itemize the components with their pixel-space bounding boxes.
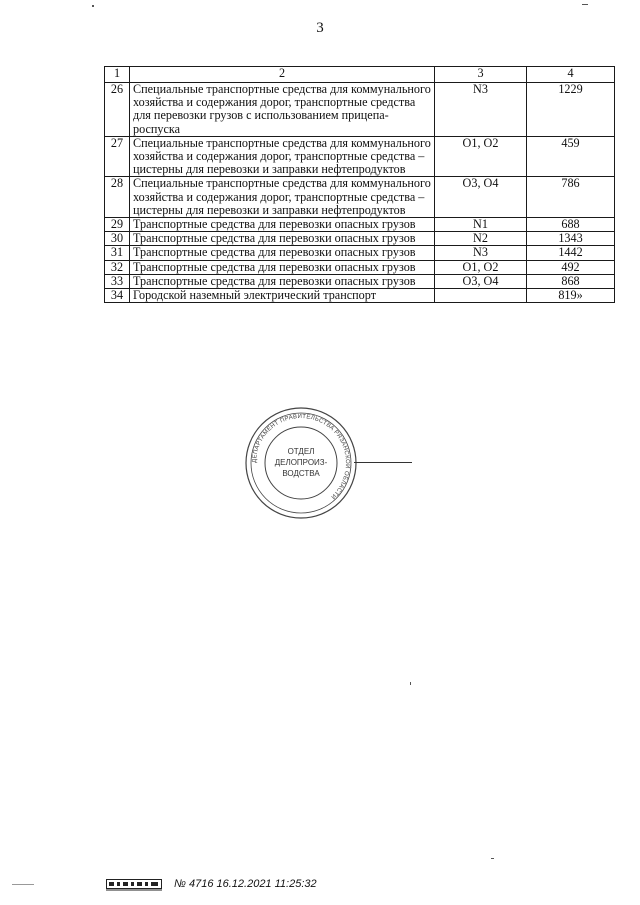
row-vehicle-type: Транспортные средства для перевозки опасных грузов bbox=[130, 260, 435, 274]
table-row bbox=[105, 289, 615, 303]
table-row bbox=[105, 218, 615, 232]
scan-speck bbox=[12, 884, 34, 885]
scan-speck bbox=[491, 858, 494, 859]
row-value: 459 bbox=[527, 136, 615, 177]
table-row bbox=[105, 274, 615, 288]
row-number: 30 bbox=[105, 232, 130, 246]
row-category: N1 bbox=[435, 218, 527, 232]
scan-speck bbox=[410, 682, 411, 685]
stamp-center-line-3: ВОДСТВА bbox=[282, 469, 320, 478]
row-number: 27 bbox=[105, 136, 130, 177]
table-header-row bbox=[105, 67, 615, 83]
row-category: N2 bbox=[435, 232, 527, 246]
row-value: 492 bbox=[527, 260, 615, 274]
table-row bbox=[105, 83, 615, 137]
registry-number-text: № 4716 16.12.2021 11:25:32 bbox=[174, 878, 317, 890]
row-number: 32 bbox=[105, 260, 130, 274]
row-number: 26 bbox=[105, 83, 130, 137]
row-vehicle-type: Транспортные средства для перевозки опасных грузов bbox=[130, 274, 435, 288]
department-stamp bbox=[244, 406, 358, 520]
row-vehicle-type: Специальные транспортные средства для коммунального хозяйства и содержания дорог, транспортные средства – цистерны для перевозки и заправки нефтепродуктов bbox=[130, 177, 435, 218]
registry-footer bbox=[106, 877, 317, 891]
table-row bbox=[105, 260, 615, 274]
row-vehicle-type: Специальные транспортные средства для коммунального хозяйства и содержания дорог, транспортные средства – цистерны для перевозки и заправки нефтепродуктов bbox=[130, 136, 435, 177]
table-row bbox=[105, 232, 615, 246]
table-row bbox=[105, 136, 615, 177]
header-col-1: 1 bbox=[105, 67, 130, 83]
row-vehicle-type: Специальные транспортные средства для коммунального хозяйства и содержания дорог, транспортные средства для перевозки грузов с использованием прицепа-роспуска bbox=[130, 83, 435, 137]
scan-speck bbox=[582, 4, 588, 5]
row-vehicle-type: Транспортные средства для перевозки опасных грузов bbox=[130, 246, 435, 260]
header-col-2: 2 bbox=[130, 67, 435, 83]
row-value: 819» bbox=[527, 289, 615, 303]
registry-logo-icon bbox=[106, 877, 162, 891]
row-value: 1343 bbox=[527, 232, 615, 246]
row-value: 1442 bbox=[527, 246, 615, 260]
row-vehicle-type: Транспортные средства для перевозки опасных грузов bbox=[130, 218, 435, 232]
row-value: 688 bbox=[527, 218, 615, 232]
row-number: 34 bbox=[105, 289, 130, 303]
row-category bbox=[435, 289, 527, 303]
stamp-center-line-1: ОТДЕЛ bbox=[287, 447, 315, 456]
stamp-center-line-2: ДЕЛОПРОИЗ- bbox=[274, 458, 328, 467]
row-category: O1, O2 bbox=[435, 260, 527, 274]
scan-speck bbox=[92, 5, 94, 7]
row-category: N3 bbox=[435, 246, 527, 260]
signature-line bbox=[354, 462, 412, 463]
stamp-ring-text: ДЕПАРТАМЕНТ ПРАВИТЕЛЬСТВА РЯЗАНСКОЙ ОБЛАСТИ bbox=[251, 413, 351, 500]
row-vehicle-type: Транспортные средства для перевозки опасных грузов bbox=[130, 232, 435, 246]
row-category: O3, O4 bbox=[435, 177, 527, 218]
row-value: 868 bbox=[527, 274, 615, 288]
header-col-4: 4 bbox=[527, 67, 615, 83]
vehicle-table bbox=[104, 66, 615, 303]
row-category: N3 bbox=[435, 83, 527, 137]
row-number: 33 bbox=[105, 274, 130, 288]
row-number: 29 bbox=[105, 218, 130, 232]
row-value: 1229 bbox=[527, 83, 615, 137]
page-number: 3 bbox=[316, 20, 324, 36]
row-category: O3, O4 bbox=[435, 274, 527, 288]
row-vehicle-type: Городской наземный электрический транспорт bbox=[130, 289, 435, 303]
table-row bbox=[105, 177, 615, 218]
row-number: 31 bbox=[105, 246, 130, 260]
table-row bbox=[105, 246, 615, 260]
row-number: 28 bbox=[105, 177, 130, 218]
row-value: 786 bbox=[527, 177, 615, 218]
header-col-3: 3 bbox=[435, 67, 527, 83]
row-category: O1, O2 bbox=[435, 136, 527, 177]
